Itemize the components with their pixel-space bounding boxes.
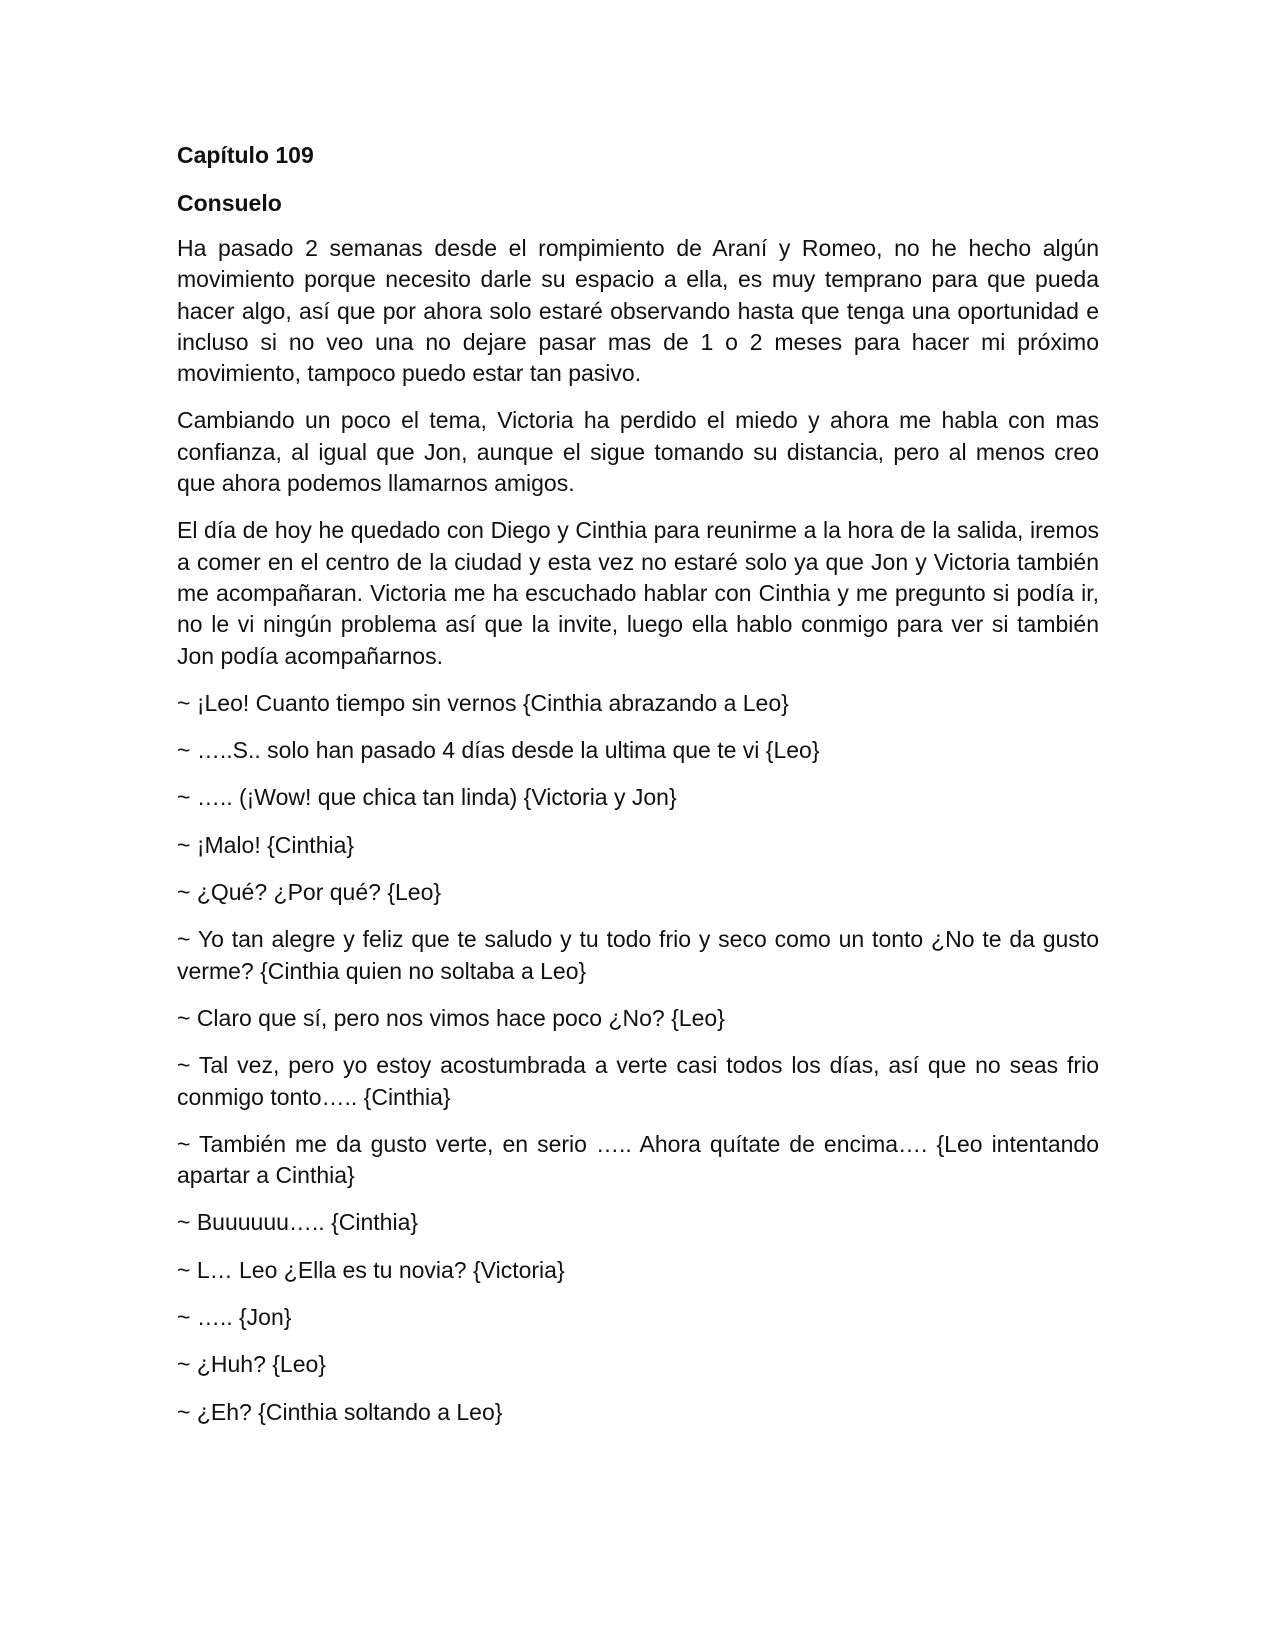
dialogue-line: ~ ¡Malo! {Cinthia} [177,831,355,858]
dialogue-line: ~ Tal vez, pero yo estoy acostumbrada a verte casi todos los días, así que no seas frio conmigo tonto….. {Cinthia} [177,1052,1099,1110]
dialogue-line: ~ ¡Leo! Cuanto tiempo sin vernos {Cinthia abrazando a Leo} [177,689,789,716]
dialogue-line: ~ ….. (¡Wow! que chica tan linda) {Victoria y Jon} [177,784,677,811]
narrative-paragraph: El día de hoy he quedado con Diego y Cinthia para reunirme a la hora de la salida, iremos a comer en el centro de la ciudad y esta vez no estaré solo ya que Jon y Victoria también me acompañaran. Victoria me ha escuchado hablar con Cinthia y me pregunto si podía ir, no le vi ningún problema así que la invite, luego ella hablo conmigo para ver si también Jon podía acompañarnos. [177,517,1099,669]
narrative-paragraph: Cambiando un poco el tema, Victoria ha perdido el miedo y ahora me habla con mas confianza, al igual que Jon, aunque el sigue tomando su distancia, pero al menos creo que ahora podemos llamarnos amigos. [177,407,1099,497]
dialogue-line: ~ ….. {Jon} [177,1304,292,1331]
dialogue-line: ~ También me da gusto verte, en serio ….. Ahora quítate de encima…. {Leo intentando apartar a Cinthia} [177,1130,1099,1189]
dialogue-line: ~ …..S.. solo han pasado 4 días desde la ultima que te vi {Leo} [177,737,820,764]
narrative-paragraph: Ha pasado 2 semanas desde el rompimiento de Araní y Romeo, no he hecho algún movimiento porque necesito darle su espacio a ella, es muy temprano para que pueda hacer algo, así que por ahora solo estaré observando hasta que tenga una oportunidad e incluso si no veo una no dejare pasar mas de 1 o 2 meses para hacer mi próximo movimiento, tampoco puedo estar tan pasivo. [177,235,1099,387]
document-page [177,140,1099,1444]
dialogue-line: ~ ¿Qué? ¿Por qué? {Leo} [177,879,442,906]
dialogue-line: ~ ¿Huh? {Leo} [177,1351,326,1378]
dialogue-line: ~ Claro que sí, pero nos vimos hace poco ¿No? {Leo} [177,1004,725,1031]
chapter-subtitle: Consuelo [177,190,282,216]
dialogue-line: ~ L… Leo ¿Ella es tu novia? {Victoria} [177,1256,565,1283]
dialogue-line: ~ ¿Eh? {Cinthia soltando a Leo} [177,1398,503,1425]
dialogue-line: ~ Yo tan alegre y feliz que te saludo y tu todo frio y seco como un tonto ¿No te da gusto verme? {Cinthia quien no soltaba a Leo} [177,926,1099,984]
dialogue-line: ~ Buuuuuu….. {Cinthia} [177,1209,419,1236]
chapter-title: Capítulo 109 [177,142,314,168]
